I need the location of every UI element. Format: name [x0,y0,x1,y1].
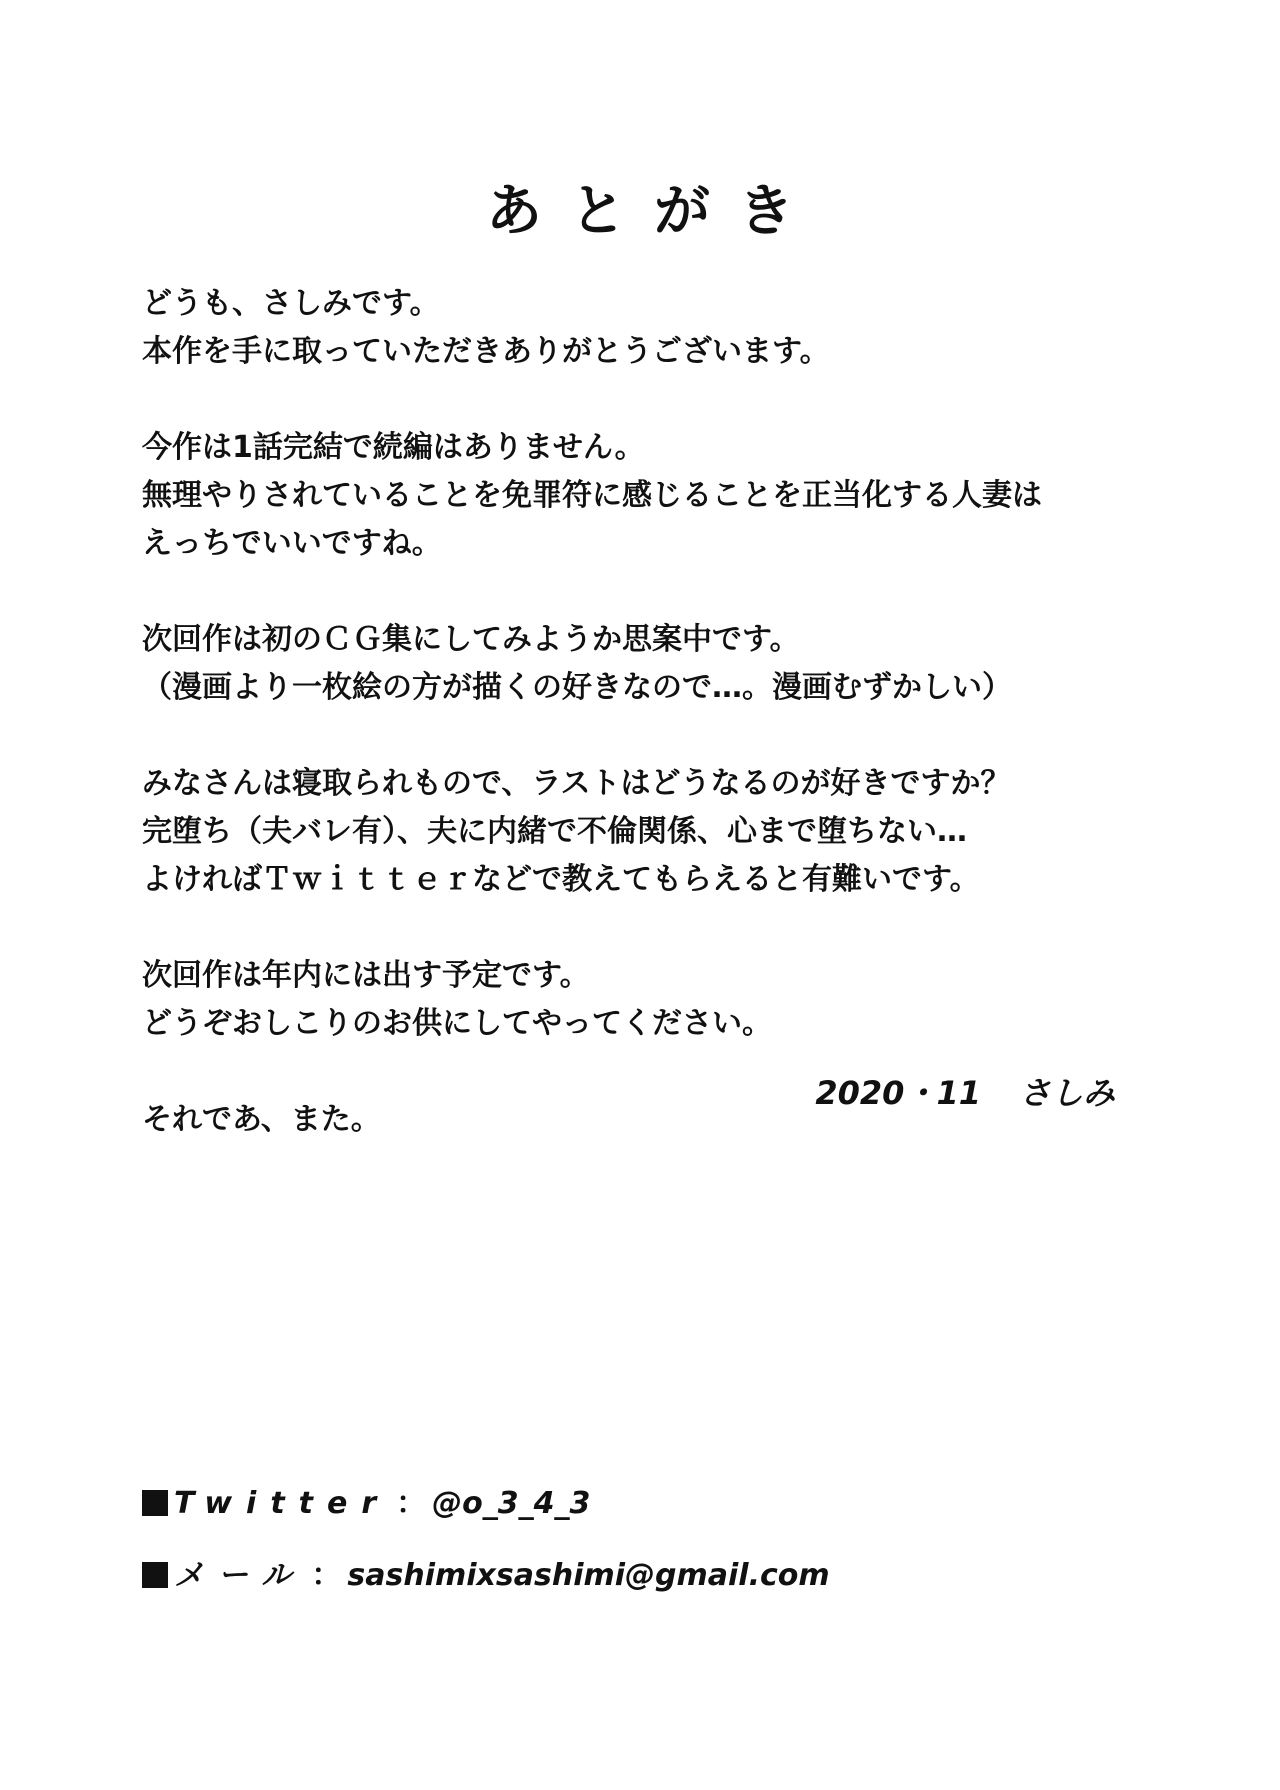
contact-twitter [142,1478,590,1522]
twitter-separator: ： [396,1486,427,1521]
text-line: それであ、また。 [142,1102,381,1137]
paragraph-question [142,760,1142,904]
mail-separator: ： [311,1558,342,1593]
signature [815,1068,1115,1114]
black-square-icon [142,1490,168,1516]
text-line: どうも、さしみです。 [142,286,440,321]
mail-address: sashimixsashimi@gmail.com [347,1558,830,1593]
text-line: 完堕ち（夫バレ有）、夫に内緒で不倫関係、心まで堕ちない… [142,814,967,849]
text-line: 本作を手に取っていただきありがとうございます。 [142,334,830,369]
text-line: 無理やりされていることを免罪符に感じることを正当化する人妻は [142,478,1042,513]
page-title: あとがき [486,179,822,244]
text-line: えっちでいいですね。 [142,526,442,561]
afterword-body [142,280,1142,1192]
paragraph-next-work [142,616,1142,712]
text-line: どうぞおしこりのお供にしてやってください。 [142,1006,772,1041]
text-line: 今作は1話完結で続編はありません。 [142,430,645,465]
twitter-label: Twitter [174,1486,391,1521]
paragraph-greeting [142,280,1142,376]
black-square-icon [142,1562,168,1588]
paragraph-story-note [142,424,1142,568]
text-line: 次回作は初のＣＧ集にしてみようか思案中です。 [142,622,800,657]
text-line: （漫画より一枚絵の方が描くの好きなので…。漫画むずかしい） [142,670,1012,705]
signature-date: 2020・11 [815,1074,981,1112]
text-line: 次回作は年内には出す予定です。 [142,958,590,993]
mail-label: メール [174,1558,306,1593]
twitter-handle: @o_3_4_3 [432,1486,591,1521]
text-line: よければＴｗｉｔｔｅｒなどで教えてもらえると有難いです。 [142,862,980,897]
paragraph-schedule [142,952,1142,1048]
signature-author: さしみ [1018,1074,1115,1112]
text-line: みなさんは寝取られもので、ラストはどうなるのが好きですか？ [142,766,1011,801]
contact-mail [142,1550,830,1594]
